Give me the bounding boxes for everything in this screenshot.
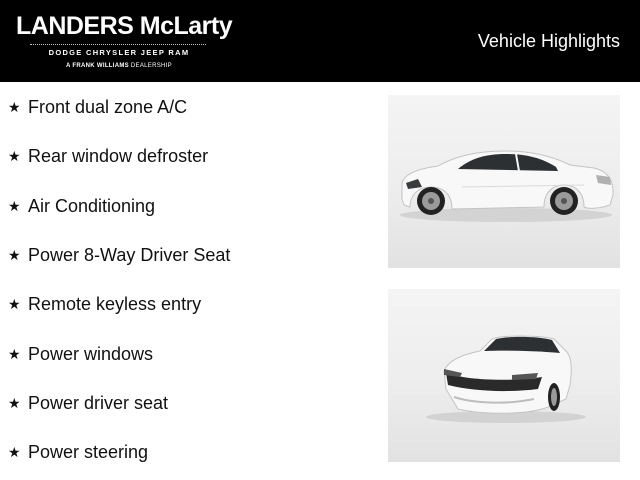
feature-item (8, 144, 368, 168)
page-title: Vehicle Highlights (477, 31, 620, 51)
star-icon: ★ (8, 444, 21, 460)
star-icon: ★ (8, 296, 21, 312)
star-icon: ★ (8, 198, 21, 214)
logo-tagline-prefix: A FRANK WILLIAMS (66, 63, 129, 69)
feature-item (8, 342, 368, 366)
feature-label: Rear window defroster (28, 146, 209, 166)
dealer-logo[interactable] (16, 10, 233, 74)
feature-label: Power 8-Way Driver Seat (28, 245, 231, 265)
header-bar (0, 0, 640, 82)
feature-item (8, 292, 368, 316)
feature-item (8, 194, 368, 218)
feature-label: Power driver seat (28, 393, 169, 413)
feature-item (8, 440, 368, 464)
feature-label: Front dual zone A/C (28, 97, 188, 117)
feature-item (8, 95, 368, 119)
logo-tagline-suffix: DEALERSHIP (130, 63, 172, 69)
vehicle-photo-front[interactable] (388, 289, 620, 462)
vehicle-photo-side[interactable] (388, 95, 620, 268)
logo-brands: DODGE CHRYSLER JEEP RAM (48, 48, 190, 57)
star-icon: ★ (8, 148, 21, 164)
star-icon: ★ (8, 247, 21, 263)
feature-item (8, 391, 368, 415)
feature-label: Air Conditioning (28, 196, 156, 216)
logo-tagline (16, 62, 222, 70)
feature-label: Power steering (28, 442, 149, 462)
logo-divider (30, 44, 206, 45)
feature-label: Power windows (28, 344, 154, 364)
logo-wordmark: LANDERS McLarty (16, 12, 233, 40)
feature-label: Remote keyless entry (28, 294, 202, 314)
car-front-illustration (388, 289, 620, 462)
star-icon: ★ (8, 346, 21, 362)
car-side-illustration (388, 95, 620, 268)
star-icon: ★ (8, 395, 21, 411)
star-icon: ★ (8, 99, 21, 115)
feature-item (8, 243, 368, 267)
